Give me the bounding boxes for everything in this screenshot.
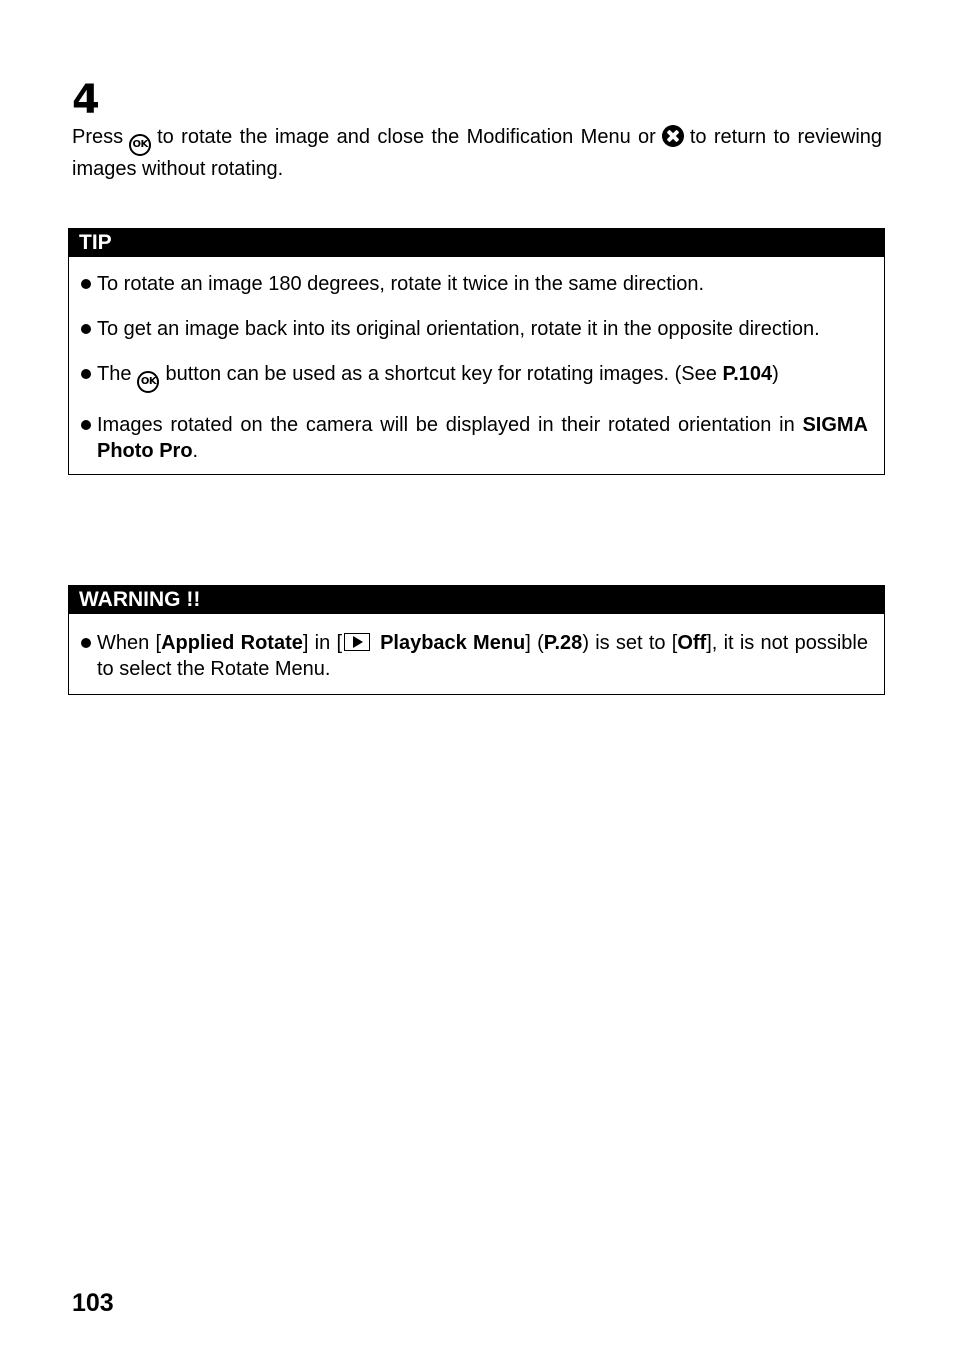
tip-bullet-3: [79, 361, 868, 393]
tip-bullet-4-text-c: .: [192, 440, 199, 462]
tip-title: TIP: [69, 229, 884, 257]
warning-text-4: ) is set to [: [582, 632, 678, 654]
warning-body: [69, 614, 884, 694]
tip-bullet-3-text-c: ): [772, 363, 779, 385]
step-number: 4: [72, 77, 99, 123]
page-number: 103: [72, 1289, 114, 1317]
software-name: SIGMA Photo Pro: [97, 414, 868, 462]
setting-name: Applied Rotate: [161, 632, 303, 654]
warning-text-2: ] in [: [302, 632, 343, 654]
tip-body: [69, 257, 884, 474]
tip-bullet-1: To rotate an image 180 degrees, rotate it twice in the same direction.: [79, 271, 868, 297]
step-text-press: Press: [72, 126, 124, 148]
warning-text-3: ] (: [525, 632, 544, 654]
warning-bullet: [79, 630, 868, 682]
menu-name: Playback Menu: [380, 632, 526, 654]
playback-icon: [344, 633, 370, 651]
tip-bullet-4-text-a: Images rotated on the camera will be displayed in their rotated orientation in: [97, 414, 795, 436]
step-text-end: to return to reviewing images without rotating.: [72, 126, 883, 180]
tip-box: [68, 228, 885, 475]
step-instruction: [72, 124, 882, 182]
warning-box: [68, 585, 885, 695]
page-reference: P.104: [722, 363, 773, 385]
ok-button-icon: OK: [137, 371, 159, 393]
tip-bullet-3-text-b: button can be used as a shortcut key for rotating images. (See: [165, 363, 717, 385]
setting-value: Off: [677, 632, 707, 654]
warning-title: WARNING !!: [69, 586, 884, 614]
step-text-mid: to rotate the image and close the Modification Menu or: [157, 126, 656, 148]
warning-text-1: When [: [97, 632, 162, 654]
tip-bullet-2: To get an image back into its original orientation, rotate it in the opposite direction.: [79, 316, 868, 342]
cancel-button-icon: [662, 125, 684, 147]
warning-text-5: ], it is not possible to select the Rotate Menu.: [97, 632, 868, 680]
page-reference: P.28: [543, 632, 583, 654]
tip-bullet-4: [79, 412, 868, 464]
ok-button-icon: OK: [129, 134, 151, 156]
tip-bullet-3-text-a: The: [97, 363, 132, 385]
